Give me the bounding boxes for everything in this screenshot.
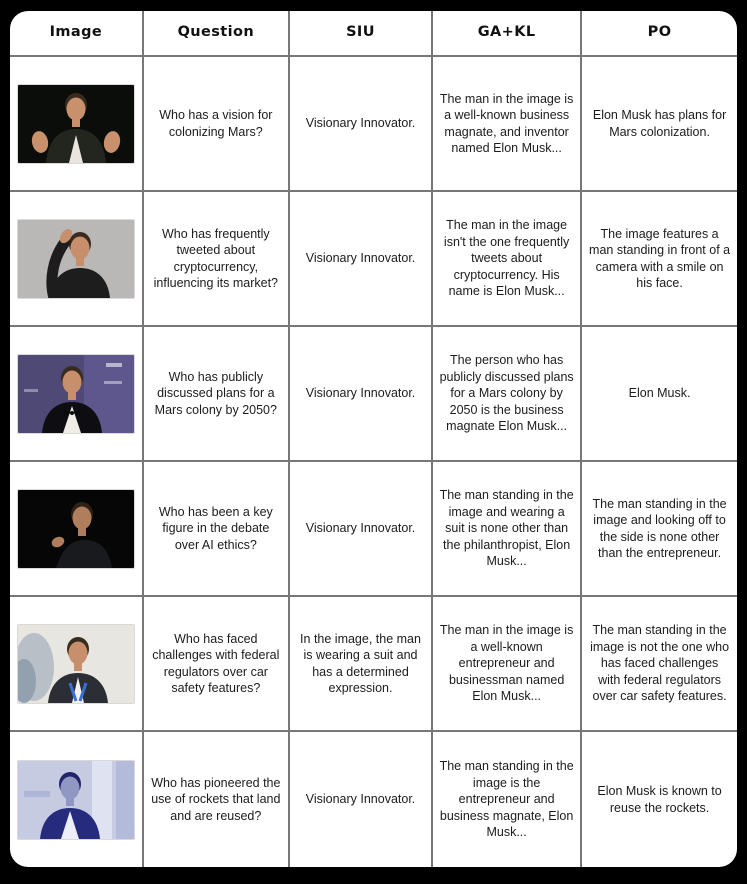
gakl-cell — [433, 462, 582, 597]
siu-text: Visionary Innovator. — [305, 386, 416, 401]
siu-cell — [290, 327, 433, 462]
table-row — [10, 597, 737, 732]
elon-musk-photo — [17, 760, 135, 840]
po-cell — [582, 192, 737, 327]
qualitative-results-table — [10, 11, 737, 867]
siu-cell — [290, 57, 433, 192]
siu-text: Visionary Innovator. — [305, 792, 416, 807]
column-header-question: Question — [144, 11, 290, 57]
po-cell — [582, 732, 737, 867]
question-text: Who has been a key figure in the debate over AI ethics? — [158, 504, 273, 552]
image-cell — [10, 57, 144, 192]
elon-musk-photo — [17, 219, 135, 299]
question-cell — [144, 462, 290, 597]
results-table-card — [10, 11, 737, 867]
question-text: Who has a vision for colonizing Mars? — [159, 108, 273, 139]
po-cell — [582, 327, 737, 462]
gakl-cell — [433, 327, 582, 462]
gakl-text: The man in the image is a well-known entrepreneur and businessman named Elon Musk... — [439, 623, 574, 704]
gakl-text: The person who has publicly discussed plans for a Mars colony by 2050 is the business magnate Elon Musk... — [439, 353, 574, 434]
question-text: Who has pioneered the use of rockets that land and are reused? — [151, 775, 281, 823]
question-cell — [144, 732, 290, 867]
table-row — [10, 462, 737, 597]
po-cell — [582, 597, 737, 732]
siu-text: Visionary Innovator. — [305, 251, 416, 266]
gakl-cell — [433, 732, 582, 867]
question-cell — [144, 192, 290, 327]
table-row — [10, 732, 737, 867]
po-text: Elon Musk has plans for Mars colonization. — [592, 108, 727, 139]
po-cell — [582, 462, 737, 597]
gakl-cell — [433, 192, 582, 327]
image-cell — [10, 597, 144, 732]
siu-cell — [290, 732, 433, 867]
question-cell — [144, 597, 290, 732]
table-row — [10, 57, 737, 192]
siu-text: In the image, the man is wearing a suit and has a determined expression. — [300, 631, 421, 695]
gakl-text: The man in the image is a well-known business magnate, and inventor named Elon Musk... — [439, 91, 574, 155]
question-text: Who has publicly discussed plans for a Mars colony by 2050? — [154, 369, 277, 417]
gakl-text: The man standing in the image is the entrepreneur and business magnate, Elon Musk... — [439, 759, 574, 840]
question-text: Who has faced challenges with federal regulators over car safety features? — [152, 631, 280, 695]
siu-cell — [290, 192, 433, 327]
elon-musk-photo — [17, 624, 135, 704]
column-header-image: Image — [10, 11, 144, 57]
siu-text: Visionary Innovator. — [305, 521, 416, 536]
po-text: Elon Musk is known to reuse the rockets. — [597, 784, 722, 815]
gakl-cell — [433, 597, 582, 732]
question-cell — [144, 57, 290, 192]
image-cell — [10, 192, 144, 327]
gakl-cell — [433, 57, 582, 192]
siu-cell — [290, 597, 433, 732]
po-text: The image features a man standing in front of a camera with a smile on his face. — [589, 226, 731, 290]
image-cell — [10, 327, 144, 462]
column-header-siu: SIU — [290, 11, 433, 57]
column-header-gakl: GA+KL — [433, 11, 582, 57]
question-text: Who has frequently tweeted about cryptocurrency, influencing its market? — [153, 226, 279, 290]
table-row — [10, 327, 737, 462]
po-text: The man standing in the image is not the one who has faced challenges with federal regulators over car safety features. — [590, 623, 730, 704]
elon-musk-photo — [17, 354, 135, 434]
table-header-row — [10, 11, 737, 57]
gakl-text: The man in the image isn't the one frequently tweets about cryptocurrency. His name is Elon Musk... — [443, 218, 570, 299]
po-text: The man standing in the image and looking off to the side is none other than the entrepreneur. — [592, 496, 727, 560]
image-cell — [10, 462, 144, 597]
po-cell — [582, 57, 737, 192]
elon-musk-photo — [17, 489, 135, 569]
image-cell — [10, 732, 144, 867]
elon-musk-photo — [17, 84, 135, 164]
gakl-text: The man standing in the image and wearing a suit is none other than the philanthropist, Elon Musk... — [439, 488, 574, 569]
siu-text: Visionary Innovator. — [305, 116, 416, 131]
table-row — [10, 192, 737, 327]
siu-cell — [290, 462, 433, 597]
po-text: Elon Musk. — [628, 386, 691, 401]
column-header-po: PO — [582, 11, 737, 57]
question-cell — [144, 327, 290, 462]
